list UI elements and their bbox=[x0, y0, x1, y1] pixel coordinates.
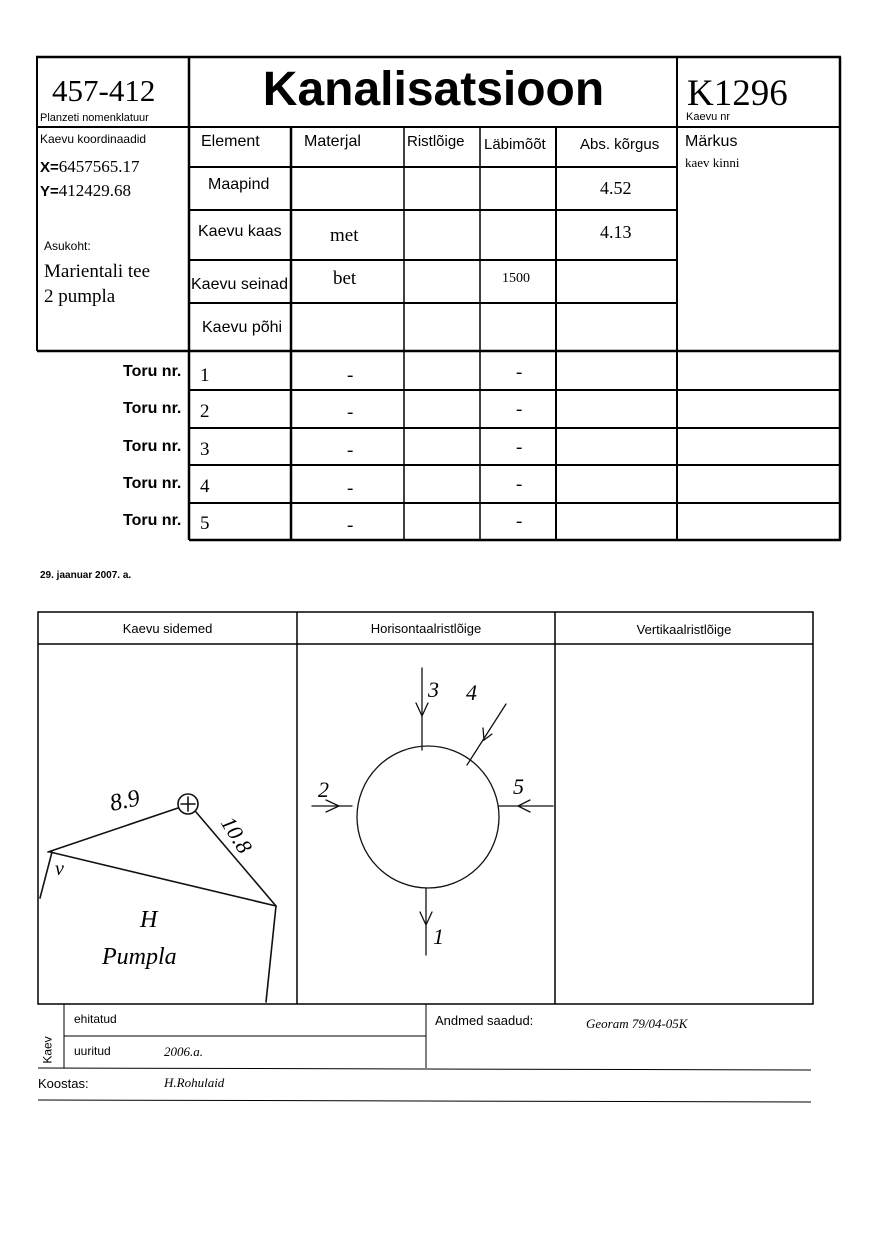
pipe-label-4: 4 bbox=[466, 680, 477, 705]
header-markus: Märkus bbox=[685, 133, 738, 150]
pipe-label-1: 1 bbox=[433, 924, 444, 949]
sidemed-corner: v bbox=[55, 858, 64, 880]
x-coordinate bbox=[40, 157, 140, 177]
y-coordinate bbox=[40, 181, 131, 201]
pipe-label: Toru nr. bbox=[123, 512, 182, 529]
pipe-label: Toru nr. bbox=[123, 363, 182, 380]
pipe-materjal: - bbox=[347, 402, 354, 423]
pipe-label-2: 2 bbox=[318, 777, 329, 802]
pipe-labimoot: - bbox=[516, 511, 523, 532]
header-labimoot: Läbimõõt bbox=[484, 136, 546, 153]
row-materjal-seinad: bet bbox=[333, 268, 357, 289]
location-line-1: Marientali tee bbox=[44, 261, 151, 282]
sidemed-building-2: Pumpla bbox=[102, 944, 177, 970]
pipe-label-3: 3 bbox=[428, 677, 439, 702]
sidemed-building-1: H bbox=[140, 907, 158, 933]
pipe-nr: 2 bbox=[200, 401, 210, 422]
page-title: Kanalisatsioon bbox=[262, 63, 605, 116]
document-date: 29. jaanuar 2007. a. bbox=[40, 570, 132, 581]
location-label: Asukoht: bbox=[44, 239, 91, 253]
pipe-labimoot: - bbox=[516, 437, 523, 458]
andmed-value: Georam 79/04-05K bbox=[586, 1016, 688, 1031]
ehitatud-label: ehitatud bbox=[74, 1012, 117, 1026]
row-korgus-kaas: 4.13 bbox=[600, 222, 632, 242]
koostas-label: Koostas: bbox=[38, 1076, 89, 1091]
pipe-label-5: 5 bbox=[513, 774, 524, 799]
pipe-label: Toru nr. bbox=[123, 400, 182, 417]
pipe-materjal: - bbox=[347, 440, 354, 461]
x-label: X= bbox=[40, 159, 59, 176]
planzet-code: 457-412 bbox=[52, 73, 156, 108]
y-label: Y= bbox=[40, 183, 59, 200]
row-element-kaas: Kaevu kaas bbox=[198, 223, 282, 240]
pipe-materjal: - bbox=[347, 515, 354, 536]
planzet-label: Planzeti nomenklatuur bbox=[40, 112, 149, 124]
coords-label: Kaevu koordinaadid bbox=[40, 132, 147, 146]
horizontal-section-sketch bbox=[312, 668, 553, 955]
x-value: 6457565.17 bbox=[58, 157, 140, 176]
header-ristloige: Ristlõige bbox=[407, 133, 465, 150]
row-materjal-kaas: met bbox=[330, 225, 359, 246]
header-abs-korgus: Abs. kõrgus bbox=[580, 136, 660, 153]
row-element-pohi: Kaevu põhi bbox=[202, 319, 283, 336]
pipe-materjal: - bbox=[347, 365, 354, 386]
row-labimoot-seinad: 1500 bbox=[502, 271, 530, 286]
row-element-maapind: Maapind bbox=[208, 176, 270, 193]
kaevu-nr-label: Kaevu nr bbox=[686, 111, 731, 123]
sketch-header-sidemed: Kaevu sidemed bbox=[122, 621, 213, 636]
pipe-nr: 5 bbox=[200, 513, 210, 534]
y-value: 412429.68 bbox=[58, 181, 132, 200]
note-value: kaev kinni bbox=[685, 155, 740, 170]
pipe-labimoot: - bbox=[516, 474, 523, 495]
pipe-materjal: - bbox=[347, 478, 354, 499]
kaev-label: Kaev bbox=[40, 1036, 55, 1064]
pipe-nr: 1 bbox=[200, 365, 210, 386]
andmed-label: Andmed saadud: bbox=[435, 1013, 534, 1028]
pipe-label: Toru nr. bbox=[123, 475, 182, 492]
sidemed-dist-2: 10.8 bbox=[215, 811, 258, 858]
uuritud-value: 2006.a. bbox=[164, 1044, 203, 1059]
sketch-header-vertikaal: Vertikaalristlõige bbox=[636, 622, 732, 637]
sidemed-dist-1: 8.9 bbox=[107, 785, 143, 817]
pipe-labimoot: - bbox=[516, 362, 523, 383]
koostas-value: H.Rohulaid bbox=[164, 1075, 225, 1090]
sketch-header-horisontaal: Horisontaalristlõige bbox=[370, 621, 482, 636]
row-korgus-maapind: 4.52 bbox=[600, 178, 632, 198]
row-element-seinad: Kaevu seinad bbox=[191, 276, 288, 293]
pipe-nr: 3 bbox=[200, 439, 210, 460]
kaevu-nr-value: K1296 bbox=[687, 73, 788, 114]
uuritud-label: uuritud bbox=[74, 1044, 111, 1058]
pipe-label: Toru nr. bbox=[123, 438, 182, 455]
location-line-2: 2 pumpla bbox=[44, 286, 116, 307]
header-element: Element bbox=[201, 133, 260, 150]
pipe-labimoot: - bbox=[516, 399, 523, 420]
header-materjal: Materjal bbox=[304, 133, 361, 150]
pipe-nr: 4 bbox=[200, 476, 210, 497]
